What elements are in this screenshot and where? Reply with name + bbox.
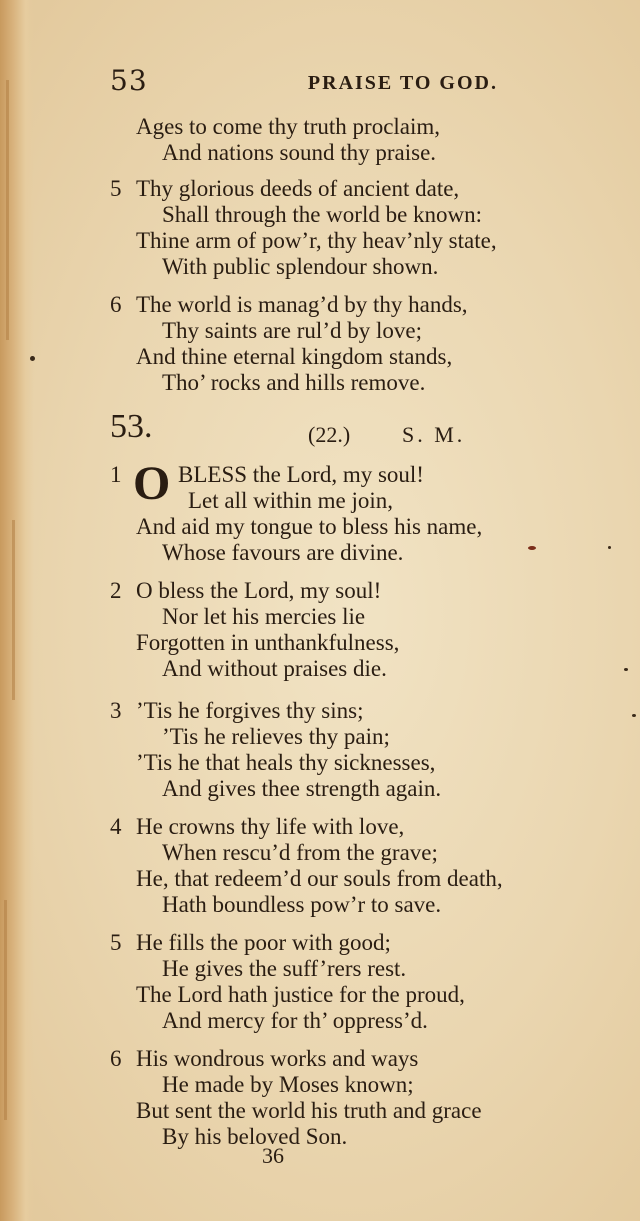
verse-line: By his beloved Son. [162,1124,348,1149]
binding-stain [4,900,7,1120]
drop-cap: O [133,457,171,510]
verse-line: Whose favours are divine. [162,540,404,565]
verse-number: 6 [110,1046,122,1071]
verse-line: With public splendour shown. [162,254,439,279]
verse-line: Tho’ rocks and hills remove. [162,370,426,395]
verse-line: The world is manag’d by thy hands, [136,292,468,317]
verse-line: He, that redeem’d our souls from death, [136,866,503,891]
page-header [110,64,510,100]
ink-speck [30,356,35,361]
ink-speck [624,668,628,671]
signature-mark: 36 [262,1143,284,1168]
verse-line: O bless the Lord, my soul! [136,578,382,603]
binding-stain [12,520,15,700]
verse-number: 5 [110,176,122,201]
verse-line: Hath boundless pow’r to save. [162,892,442,917]
binding-stain [6,80,9,340]
verse-line: Thy saints are rul’d by love; [162,318,422,343]
verse-number: 6 [110,292,122,317]
verse-line: BLESS the Lord, my soul! [178,462,424,487]
verse-line: ’Tis he relieves thy pain; [162,724,390,749]
verse-number: 3 [110,698,122,723]
hymn-meter: S. M. [402,422,466,447]
ink-speck [528,546,536,550]
verse-line: When rescu’d from the grave; [162,840,438,865]
verse-number: 2 [110,578,122,603]
verse-line: ’Tis he forgives thy sins; [136,698,364,723]
verse-line: He made by Moses known; [162,1072,414,1097]
verse-line: The Lord hath justice for the proud, [136,982,465,1007]
verse-line: Let all within me join, [188,488,394,513]
verse-line: ’Tis he that heals thy sicknesses, [136,750,436,775]
verse-line: But sent the world his truth and grace [136,1098,482,1123]
verse-line: And mercy for th’ oppress’d. [162,1008,428,1033]
verse-number: 5 [110,930,122,955]
ink-speck [632,714,636,717]
verse-line: His wondrous works and ways [136,1046,419,1071]
verse-line: He gives the suff’rers rest. [162,956,407,981]
verse-line: Ages to come thy truth proclaim, [136,114,441,139]
verse-line: Thine arm of pow’r, thy heav’nly state, [136,228,497,253]
verse-line: And aid my tongue to bless his name, [136,514,483,539]
verse-number: 4 [110,814,122,839]
verse-line: Thy glorious deeds of ancient date, [136,176,460,201]
verse-line: Forgotten in unthankfulness, [136,630,400,655]
verse-line: Nor let his mercies lie [162,604,366,629]
ink-speck [608,546,611,549]
hymn-tune-number: (22.) [308,422,351,447]
verse-line: And without praises die. [162,656,387,681]
verse-line: He fills the poor with good; [136,930,391,955]
page-number: 53 [110,64,148,97]
running-title: PRAISE TO GOD. [307,72,498,94]
verse-number: 1 [110,462,122,487]
verse-line: And thine eternal kingdom stands, [136,344,453,369]
verse-line: And nations sound thy praise. [162,140,437,165]
verse-line: And gives thee strength again. [162,776,442,801]
verse-line: He crowns thy life with love, [136,814,405,839]
verse-line: Shall through the world be known: [162,202,483,227]
hymn-number: 53. [110,408,153,445]
